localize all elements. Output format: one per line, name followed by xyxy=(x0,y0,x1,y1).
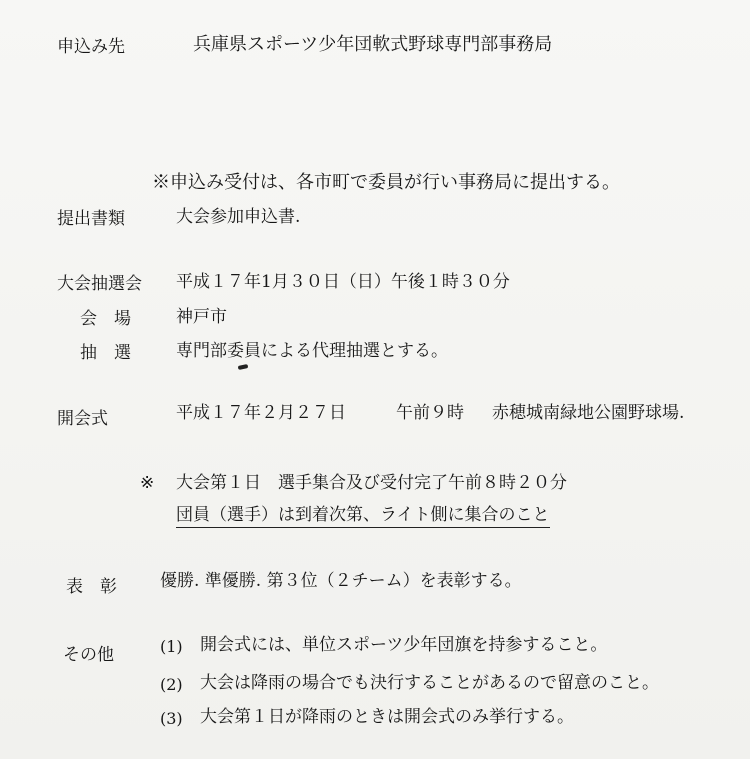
destination-value: 兵庫県スポーツ少年団軟式野球専門部事務局 xyxy=(193,34,553,55)
opening-place: 赤穂城南緑地公園野球場. xyxy=(492,403,685,423)
opening-time: 午前９時 xyxy=(396,403,464,423)
opening-label: 開会式 xyxy=(57,409,108,429)
lottery-draw-label: 抽 選 xyxy=(80,343,131,363)
documents-value: 大会参加申込書. xyxy=(176,207,301,227)
reception-note: ※申込み受付は、各市町で委員が行い事務局に提出する。 xyxy=(152,172,620,193)
lottery-venue-value: 神戸市 xyxy=(176,307,227,327)
opening-note-line1: 大会第１日 選手集合及び受付完了午前８時２０分 xyxy=(176,473,567,493)
documents-label: 提出書類 xyxy=(57,209,125,229)
opening-note-line2: 団員（選手）は到着次第、ライト側に集合のこと xyxy=(176,504,550,528)
other-item-2-num: (2) xyxy=(160,675,183,694)
opening-note-mark: ※ xyxy=(140,473,155,493)
awards-label: 表 彰 xyxy=(66,577,117,597)
opening-date: 平成１７年２月２７日 xyxy=(176,403,346,423)
destination-label: 申込み先 xyxy=(57,37,125,57)
lottery-venue-label: 会 場 xyxy=(80,309,131,329)
other-item-3-num: (3) xyxy=(160,709,183,728)
awards-value: 優勝. 準優勝. 第３位（２チーム）を表彰する。 xyxy=(160,571,522,591)
other-item-2-text: 大会は降雨の場合でも決行することがあるので留意のこと。 xyxy=(200,673,659,693)
other-item-3-text: 大会第１日が降雨のときは開会式のみ挙行する。 xyxy=(200,707,574,727)
other-label: その他 xyxy=(63,645,114,665)
lottery-label: 大会抽選会 xyxy=(57,274,142,294)
other-item-1-num: (1) xyxy=(160,637,183,656)
other-item-1-text: 開会式には、単位スポーツ少年団旗を持参すること。 xyxy=(200,635,608,655)
ink-smudge-mark xyxy=(238,364,249,370)
lottery-datetime: 平成１７年1月３０日（日）午後１時３０分 xyxy=(176,272,510,292)
lottery-draw-value: 専門部委員による代理抽選とする。 xyxy=(176,341,448,361)
